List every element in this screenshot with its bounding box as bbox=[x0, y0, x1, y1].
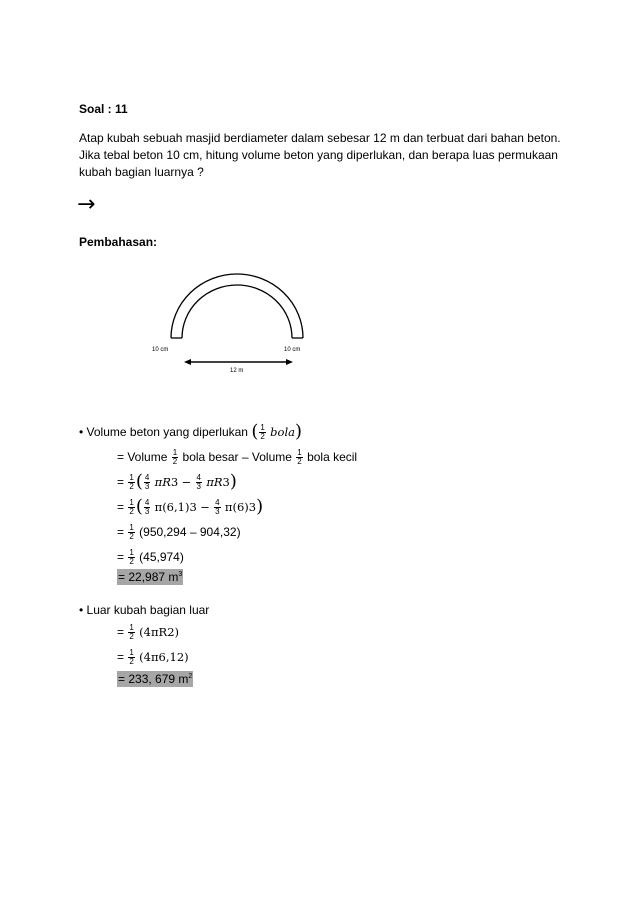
surface-step-1: = $\frac{1}{2}$ (4πR 2 ) bbox=[117, 622, 180, 641]
surface-result: = 233, 679 $m^2$ bbox=[118, 672, 193, 686]
discussion-heading: Pembahasan: bbox=[79, 235, 158, 249]
volume-step-3: = $\frac{1}{2}$ ( $\frac{4}{3}$ π(6,1) 3 − $\frac{4}{3}$ π(6) 3 ) bbox=[117, 496, 264, 517]
thickness-label-right: 10 cm bbox=[284, 347, 301, 353]
diameter-arrowhead-right bbox=[286, 359, 293, 365]
diameter-arrowhead-left bbox=[184, 359, 191, 365]
volume-step-2: = $\frac{1}{2}$ ( $\frac{4}{3}$ πR 3 − $\frac{4}{3}$ πR 3 ) bbox=[117, 471, 237, 492]
surface-step-2: = $\frac{1}{2}$ (4π6,1 2 ) bbox=[117, 647, 189, 666]
problem-text: Atap kubah sebuah masjid berdiameter dalam sebesar 12 m dan terbuat dari bahan beton. Jika tebal beton 10 cm, hitung volume beton yang diperlukan, dan berapa luas permukaan kubah bagian luarnya ? bbox=[79, 131, 561, 179]
fraction-half: $\frac{1}{2}$ bbox=[260, 422, 265, 441]
dome-inner-arc bbox=[182, 285, 292, 338]
dome-outer-arc bbox=[171, 274, 303, 338]
thickness-label-left: 10 cm bbox=[152, 347, 169, 353]
surface-heading: • Luar kubah bagian luar bbox=[79, 603, 210, 617]
volume-result: = 22,987 $m^3$ bbox=[118, 570, 183, 584]
volume-heading: • Volume beton yang diperlukan ( $\frac{1}{2}$ bola ) bbox=[79, 421, 303, 442]
arrow-right-icon: → bbox=[77, 192, 96, 217]
dome-diagram bbox=[150, 272, 320, 374]
volume-step-4: = $\frac{1}{2}$ (950,294 – 904,32) bbox=[117, 522, 241, 541]
volume-step-1: = Volume $\frac{1}{2}$ bola besar – Volume $\frac{1}{2}$ bola kecil bbox=[117, 447, 358, 466]
diameter-label: 12 m bbox=[230, 368, 244, 374]
problem-title: Soal : 11 bbox=[79, 102, 128, 116]
volume-step-5: = $\frac{1}{2}$ (45,974) bbox=[117, 547, 184, 566]
